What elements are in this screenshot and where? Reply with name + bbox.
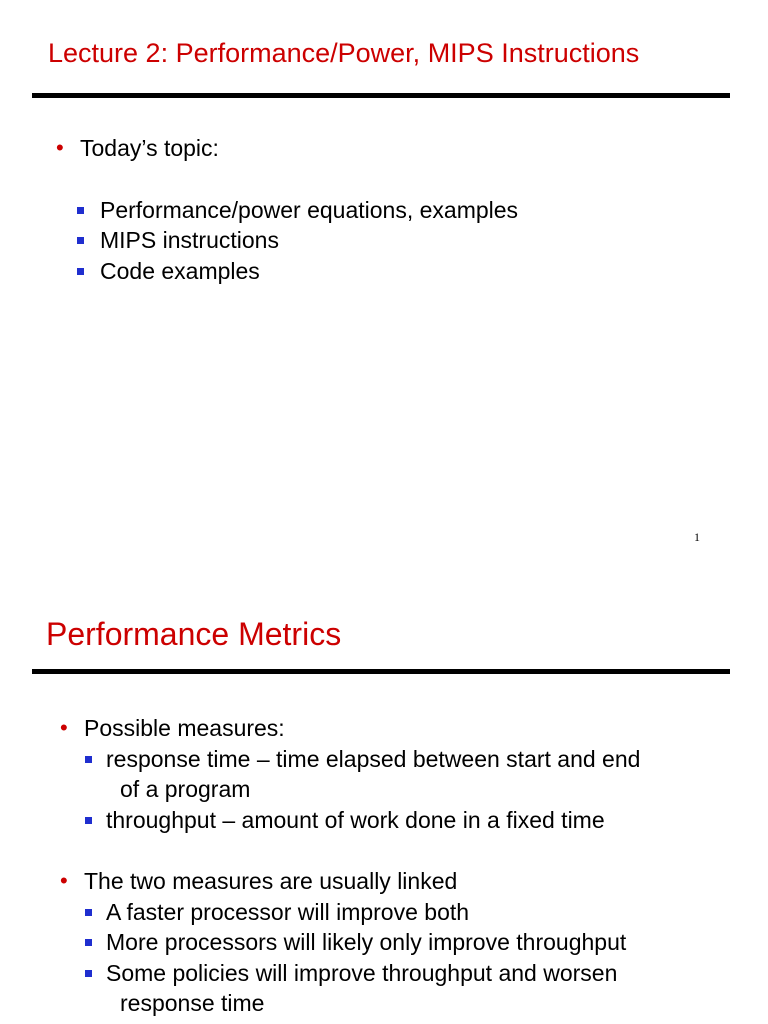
sub-bullet-text: throughput – amount of work done in a fixed time [106, 806, 605, 833]
spacer [56, 164, 518, 195]
sub-bullet-item [60, 805, 640, 836]
sub-bullet-item [56, 256, 518, 287]
bullet-text: Possible measures: [84, 715, 285, 741]
slide-2 [0, 580, 768, 1024]
blue-square-bullet-icon [85, 756, 92, 763]
slide-content [60, 713, 640, 1019]
slide-title: Lecture 2: Performance/Power, MIPS Instructions [48, 38, 640, 68]
bullet-item [56, 133, 518, 164]
sub-bullet-continuation: response time [120, 990, 265, 1016]
blue-square-bullet-icon [85, 909, 92, 916]
bullet-item [60, 713, 640, 744]
slide-content [56, 133, 518, 286]
sub-bullet-text: More processors will likely only improve throughput [106, 929, 627, 955]
bullet-text: The two measures are usually linked [84, 868, 458, 894]
blue-square-bullet-icon [85, 970, 92, 977]
bullet-text: Today’s topic: [80, 135, 219, 161]
blue-square-bullet-icon [85, 817, 92, 824]
sub-bullet-item [60, 897, 640, 928]
sub-bullet-text: Some policies will improve throughput and worsen [106, 959, 618, 986]
sub-bullet-text: Performance/power equations, examples [100, 196, 519, 223]
red-dot-bullet-icon: • [56, 135, 64, 160]
sub-bullet-item [60, 927, 640, 958]
blue-square-bullet-icon [77, 268, 84, 275]
blue-square-bullet-icon [77, 207, 84, 214]
sub-bullet-text: response time – time elapsed between start and end [106, 745, 641, 772]
sub-bullet-item [56, 225, 518, 256]
sub-bullet-continuation: of a program [120, 776, 251, 802]
sub-bullet-text: Code examples [100, 257, 260, 284]
blue-square-bullet-icon [77, 237, 84, 244]
sub-bullet-item [56, 195, 518, 226]
title-divider [32, 669, 730, 674]
sub-bullet-item [60, 744, 640, 805]
sub-bullet-text: A faster processor will improve both [106, 898, 470, 925]
spacer [60, 835, 640, 866]
blue-square-bullet-icon [85, 939, 92, 946]
slide-title: Performance Metrics [46, 616, 342, 652]
red-dot-bullet-icon: • [60, 715, 68, 740]
title-divider [32, 93, 730, 98]
page-number: 1 [694, 530, 700, 544]
sub-bullet-text: MIPS instructions [100, 227, 279, 253]
bullet-item [60, 866, 640, 897]
red-dot-bullet-icon: • [60, 868, 68, 893]
sub-bullet-item [60, 958, 640, 1019]
